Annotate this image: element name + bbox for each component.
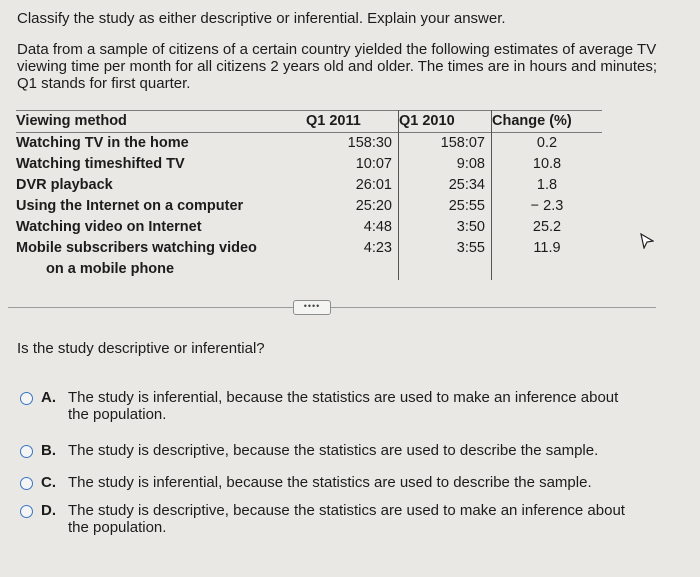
expand-more-button[interactable]: •••• — [293, 300, 331, 315]
option-b[interactable] — [20, 442, 640, 459]
data-description-text: Data from a sample of citizens of a certain country yielded the following estimates of average TV viewing time per month for all citizens 2 years old and older. The times are in hours and minutes; Q1 stands for first quarter. — [17, 41, 658, 92]
cell-method: Watching timeshifted TV — [16, 156, 185, 172]
option-d[interactable] — [20, 502, 640, 536]
cell-method: Watching video on Internet — [16, 219, 202, 235]
cell-q1-2011: 4:48 — [306, 217, 399, 238]
table-header-row — [16, 111, 602, 133]
radio-button-icon[interactable] — [20, 445, 33, 458]
cell-change: 1.8 — [536, 177, 558, 193]
cell-q1-2010: 25:34 — [399, 175, 492, 196]
cell-method: Using the Internet on a computer — [16, 198, 244, 214]
option-letter: A. — [41, 389, 56, 406]
table-row — [16, 154, 602, 175]
table-row — [16, 217, 602, 238]
option-letter: C. — [41, 474, 56, 491]
cell-q1-2010: 3:50 — [399, 217, 492, 238]
instruction-text: Classify the study as either descriptive or inferential. Explain your answer. — [17, 10, 506, 27]
table-row — [16, 175, 602, 196]
radio-button-icon[interactable] — [20, 505, 33, 518]
header-q1-2011: Q1 2011 — [306, 111, 399, 133]
table-row — [16, 133, 602, 155]
question-text: Is the study descriptive or inferential? — [17, 340, 265, 357]
cell-q1-2010: 158:07 — [399, 133, 492, 155]
cell-q1-2010: 25:55 — [399, 196, 492, 217]
cell-q1-2011: 158:30 — [306, 133, 399, 155]
header-q1-2010: Q1 2010 — [399, 111, 492, 133]
cell-q1-2011: 25:20 — [306, 196, 399, 217]
cell-change: 0.2 — [536, 135, 558, 151]
option-c[interactable] — [20, 474, 640, 491]
cell-q1-2011: 26:01 — [306, 175, 399, 196]
radio-button-icon[interactable] — [20, 392, 33, 405]
mouse-pointer-icon — [640, 233, 654, 249]
cell-method — [16, 238, 306, 280]
table-row — [16, 238, 602, 280]
cell-q1-2010: 3:55 — [399, 238, 492, 280]
cell-method-main: Mobile subscribers watching video — [16, 240, 257, 256]
cell-change: 11.9 — [533, 240, 561, 256]
cell-q1-2011: 4:23 — [306, 238, 399, 280]
cell-change: − 2.3 — [530, 198, 564, 214]
viewing-time-table — [16, 110, 602, 280]
option-text: The study is descriptive, because the statistics are used to describe the sample. — [68, 442, 599, 459]
cell-q1-2011: 10:07 — [306, 154, 399, 175]
option-letter: D. — [41, 502, 56, 519]
cell-method-continuation: on a mobile phone — [46, 261, 175, 277]
header-change: Change (%) — [492, 113, 572, 129]
cell-change: 25.2 — [532, 219, 562, 235]
option-a[interactable] — [20, 389, 640, 423]
table-row — [16, 196, 602, 217]
option-text: The study is inferential, because the statistics are used to make an inference about the population. — [68, 389, 619, 423]
option-text: The study is descriptive, because the statistics are used to make an inference about the population. — [68, 502, 625, 536]
header-viewing-method: Viewing method — [16, 113, 127, 129]
cell-q1-2010: 9:08 — [399, 154, 492, 175]
cell-method: DVR playback — [16, 177, 113, 193]
cell-method: Watching TV in the home — [16, 135, 189, 151]
section-divider — [8, 307, 656, 308]
cell-change: 10.8 — [532, 156, 562, 172]
option-letter: B. — [41, 442, 56, 459]
radio-button-icon[interactable] — [20, 477, 33, 490]
question-prompt — [17, 10, 677, 92]
option-text: The study is inferential, because the statistics are used to describe the sample. — [68, 474, 592, 491]
